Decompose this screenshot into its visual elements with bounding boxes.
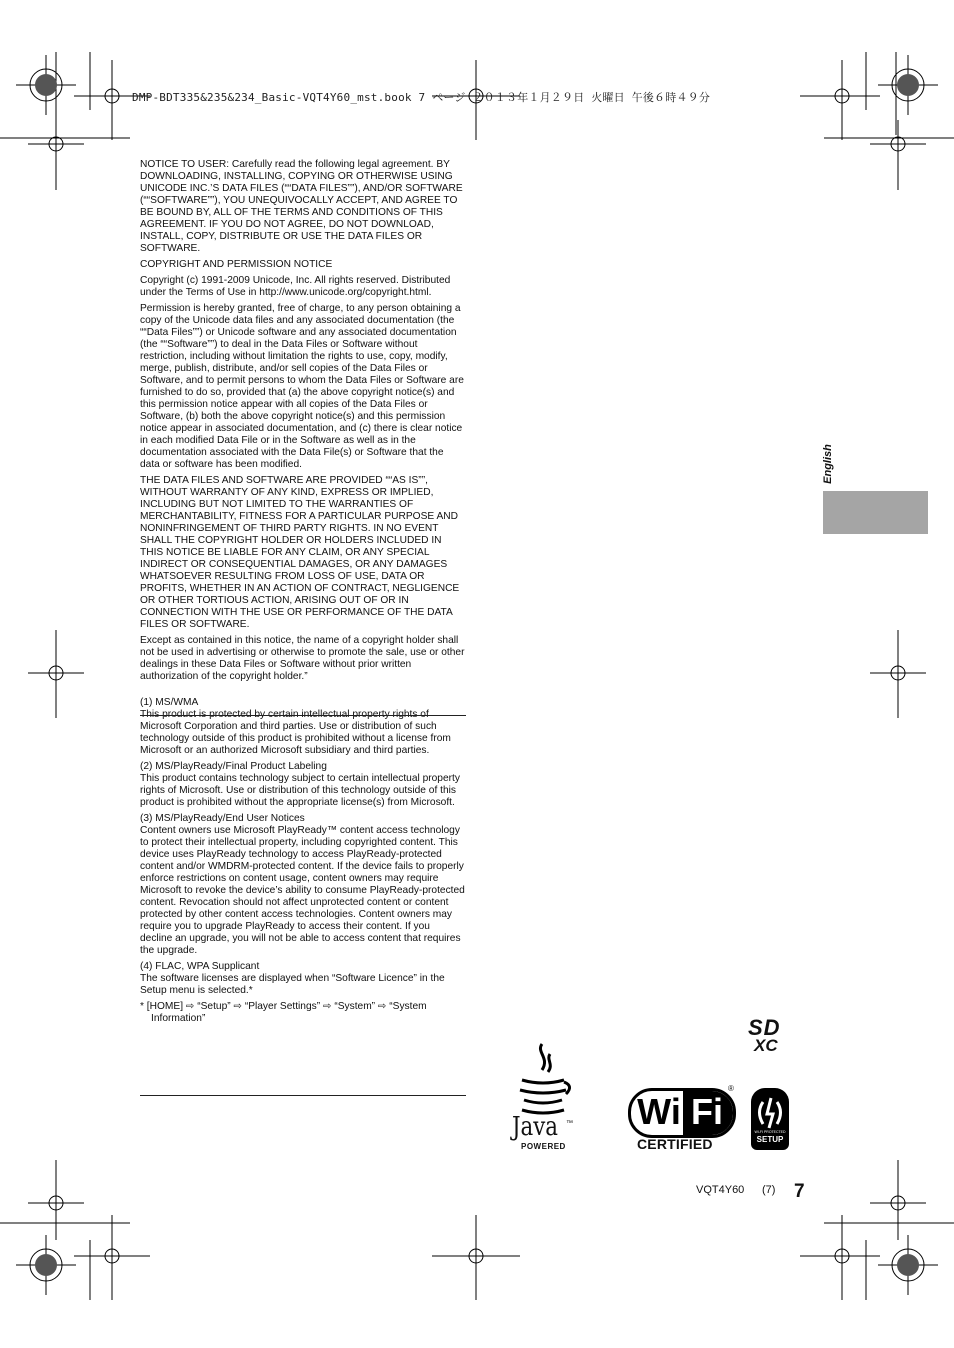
wps-icon: [751, 1092, 789, 1132]
wifi-fi-box: [683, 1091, 733, 1135]
wifi-certified-logo: [626, 1086, 738, 1154]
permission-text: Permission is hereby granted, free of charge, to any person obtaining a copy of the Unicode data files and any associated documentation (the ““Data Files””) or Unicode software and any associated documentation (the ““Software””) to deal in the Data Files or Software without restriction, including without limitation the rights to use, copy, modify, merge, publish, distribute, and/or sell copies of the Data Files or Software, and to permit persons to whom the Data Files or Software are furnished to do so, provided that (a) the above copyright notice(s) and this permission notice appear with all copies of the Data Files or Software, (b) both the above copyright notice(s) and this permission notice appear in associated documentation, and (c) there is clear notice in each modified Data File or in the Software as well as in the documentation associated with the Data File(s) or Software that the data or software has been modified.: [140, 303, 464, 470]
section-playready-labeling-title: (2) MS/PlayReady/Final Product Labeling: [140, 761, 327, 772]
wifi-fi: Fi: [691, 1091, 723, 1132]
copyright-heading: COPYRIGHT AND PERMISSION NOTICE: [140, 259, 333, 270]
java-logo: [508, 1040, 578, 1155]
language-tab-block: [823, 491, 928, 534]
divider-bottom: [140, 1095, 466, 1096]
section-flac-body: The software licenses are displayed when “Software Licence” in the Setup menu is selected.*: [140, 973, 445, 996]
sdxc-logo-top: SD: [748, 1015, 781, 1040]
wps-setup: SETUP: [756, 1135, 784, 1144]
java-word: Java: [512, 1112, 559, 1142]
section-playready-notices-title: (3) MS/PlayReady/End User Notices: [140, 813, 305, 824]
document-subpage: (7): [762, 1184, 776, 1196]
wps-sub: WI-FI PROTECTED: [754, 1130, 786, 1134]
java-powered: POWERED: [521, 1142, 566, 1151]
section-ms-wma-body: This product is protected by certain intellectual property rights of Microsoft Corporation and third parties. Use or distribution of such technology outside of this product is prohibited without a license from Microsoft or an authorized Microsoft subsidiary and third parties.: [140, 709, 451, 756]
divider-top: [140, 715, 466, 716]
copyright-line: Copyright (c) 1991-2009 Unicode, Inc. All rights reserved. Distributed under the Terms of Use in http://www.unicode.org/copyright.html.: [140, 275, 451, 298]
language-tab: [813, 440, 843, 488]
wifi-reg: ®: [728, 1084, 734, 1093]
section-flac-title: (4) FLAC, WPA Supplicant: [140, 961, 260, 972]
license-column: [140, 159, 465, 1029]
wifi-wi: Wi: [637, 1091, 681, 1132]
sdxc-logo: [744, 1015, 810, 1058]
wifi-certified: CERTIFIED: [637, 1136, 713, 1152]
sdxc-logo-bottom: XC: [754, 1036, 778, 1055]
wps-setup-logo: [751, 1088, 789, 1150]
section-playready-notices-body: Content owners use Microsoft PlayReady™ content access technology to protect their intellectual property, including copyrighted content. This device uses PlayReady technology to access PlayReady-protected content and/or WMDRM-protected content. If the device fails to properly enforce restrictions on content usage, content owners may require Microsoft to revoke the device’s ability to consume PlayReady-protected content. Revocation should not affect unprotected content or content protected by other content access technologies. Content owners may require you to upgrade PlayReady to access their content. If you decline an upgrade, you will not be able to access content that requires the upgrade.: [140, 825, 465, 956]
section-playready-labeling-body: This product contains technology subject to certain intellectual property rights of Microsoft. Use or distribution of this technology outside of this product is prohibited without the appropriate license(s) from Microsoft.: [140, 773, 460, 808]
java-cup-icon: [508, 1040, 578, 1118]
footnote: * [HOME] ⇨ “Setup” ⇨ “Player Settings” ⇨ “System” ⇨ “System Information”: [140, 1001, 427, 1024]
page-number: 7: [794, 1181, 805, 1202]
language-tab-label: English: [822, 444, 834, 484]
unicode-notice: NOTICE TO USER: Carefully read the following legal agreement. BY DOWNLOADING, INSTALLING, COPYING OR OTHERWISE USING UNICODE INC.’S DATA FILES (““DATA FILES””), AND/OR SOFTWARE (““SOFTWARE””), YOU UNEQUIVOCALLY ACCEPT, AND AGREE TO BE BOUND BY, ALL OF THE TERMS AND CONDITIONS OF THIS AGREEMENT. IF YOU DO NOT AGREE, DO NOT DOWNLOAD, INSTALL, COPY, DISTRIBUTE OR USE THE DATA FILES OR SOFTWARE.: [140, 159, 463, 254]
wifi-oval: [628, 1088, 736, 1138]
disclaimer-text: THE DATA FILES AND SOFTWARE ARE PROVIDED ““AS IS””, WITHOUT WARRANTY OF ANY KIND, EXPRESS OR IMPLIED, INCLUDING BUT NOT LIMITED TO THE WARRANTIES OF MERCHANTABILITY, FITNESS FOR A PARTICULAR PURPOSE AND NONINFRINGEMENT OF THIRD PARTY RIGHTS. IN NO EVENT SHALL THE COPYRIGHT HOLDER OR HOLDERS INCLUDED IN THIS NOTICE BE LIABLE FOR ANY CLAIM, OR ANY SPECIAL INDIRECT OR CONSEQUENTIAL DAMAGES, OR ANY DAMAGES WHATSOEVER RESULTING FROM LOSS OF USE, DATA OR PROFITS, WHETHER IN AN ACTION OF CONTRACT, NEGLIGENCE OR OTHER TORTIOUS ACTION, ARISING OUT OF OR IN CONNECTION WITH THE USE OR PERFORMANCE OF THE DATA FILES OR SOFTWARE.: [140, 475, 460, 630]
section-ms-wma-title: (1) MS/WMA: [140, 697, 199, 708]
java-tm: ™: [566, 1120, 573, 1127]
except-text: Except as contained in this notice, the name of a copyright holder shall not be used in advertising or otherwise to promote the sale, use or other dealings in these Data Files or Software without prior written authorization of the copyright holder.”: [140, 635, 465, 682]
file-info-line: DMP-BDT335&235&234_Basic-VQT4Y60_mst.book 7 ページ ２０１３年１月２９日 火曜日 午後６時４９分: [132, 91, 711, 104]
document-code: VQT4Y60: [696, 1184, 745, 1196]
